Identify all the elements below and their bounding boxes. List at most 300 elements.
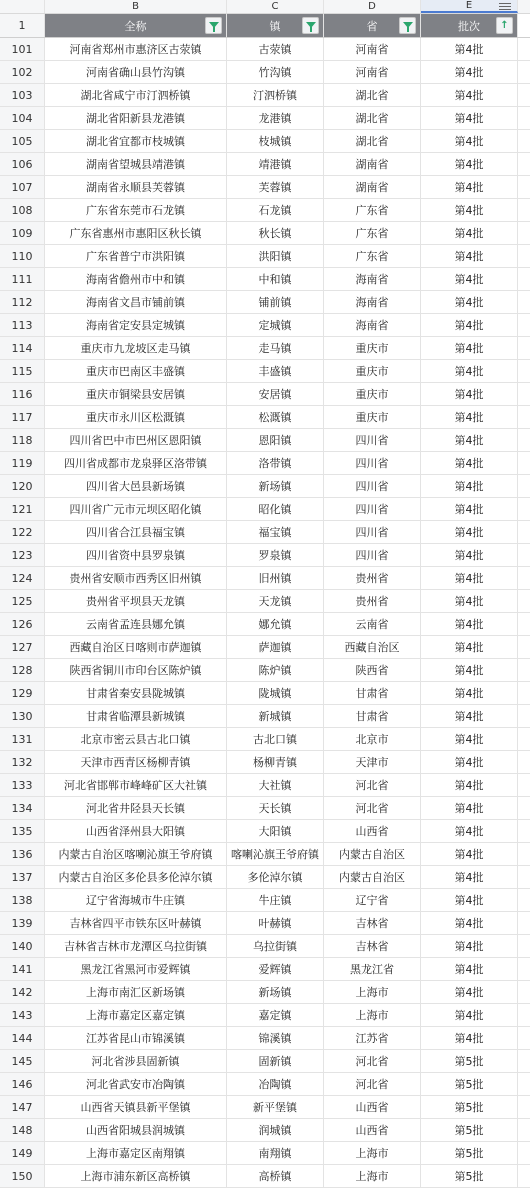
cell-town[interactable]: 丰盛镇 xyxy=(227,360,324,382)
cell-town[interactable]: 靖港镇 xyxy=(227,153,324,175)
cell-batch[interactable]: 第4批 xyxy=(421,153,518,175)
row-number[interactable]: 113 xyxy=(0,314,45,336)
row-number[interactable]: 121 xyxy=(0,498,45,520)
cell-full-name[interactable]: 上海市南汇区新场镇 xyxy=(45,981,227,1003)
cell-batch[interactable]: 第4批 xyxy=(421,498,518,520)
cell-province[interactable]: 重庆市 xyxy=(324,406,421,428)
table-row[interactable] xyxy=(0,1096,530,1119)
cell-batch[interactable]: 第4批 xyxy=(421,1027,518,1049)
cell-province[interactable]: 贵州省 xyxy=(324,590,421,612)
cell-batch[interactable]: 第4批 xyxy=(421,935,518,957)
cell-town[interactable]: 锦溪镇 xyxy=(227,1027,324,1049)
cell-province[interactable]: 内蒙古自治区 xyxy=(324,843,421,865)
cell-province[interactable]: 四川省 xyxy=(324,452,421,474)
cell-town[interactable]: 多伦淖尔镇 xyxy=(227,866,324,888)
cell-province[interactable]: 上海市 xyxy=(324,1165,421,1187)
cell-province[interactable]: 上海市 xyxy=(324,981,421,1003)
cell-town[interactable]: 洛带镇 xyxy=(227,452,324,474)
cell-batch[interactable]: 第4批 xyxy=(421,843,518,865)
row-number[interactable]: 101 xyxy=(0,38,45,60)
cell-full-name[interactable]: 甘肃省临潭县新城镇 xyxy=(45,705,227,727)
row-number[interactable]: 109 xyxy=(0,222,45,244)
table-row[interactable] xyxy=(0,1027,530,1050)
cell-full-name[interactable]: 甘肃省秦安县陇城镇 xyxy=(45,682,227,704)
cell-province[interactable]: 河北省 xyxy=(324,774,421,796)
cell-batch[interactable]: 第4批 xyxy=(421,61,518,83)
cell-province[interactable]: 北京市 xyxy=(324,728,421,750)
table-row[interactable] xyxy=(0,130,530,153)
cell-batch[interactable]: 第4批 xyxy=(421,314,518,336)
cell-town[interactable]: 铺前镇 xyxy=(227,291,324,313)
cell-batch[interactable]: 第4批 xyxy=(421,774,518,796)
row-number[interactable]: 110 xyxy=(0,245,45,267)
cell-town[interactable]: 大阳镇 xyxy=(227,820,324,842)
cell-full-name[interactable]: 西藏自治区日喀则市萨迦镇 xyxy=(45,636,227,658)
table-row[interactable] xyxy=(0,820,530,843)
row-number[interactable]: 132 xyxy=(0,751,45,773)
cell-town[interactable]: 天长镇 xyxy=(227,797,324,819)
table-row[interactable] xyxy=(0,705,530,728)
row-number[interactable]: 107 xyxy=(0,176,45,198)
table-row[interactable] xyxy=(0,797,530,820)
cell-batch[interactable]: 第4批 xyxy=(421,820,518,842)
cell-town[interactable]: 乌拉街镇 xyxy=(227,935,324,957)
row-number[interactable]: 102 xyxy=(0,61,45,83)
table-row[interactable] xyxy=(0,682,530,705)
cell-town[interactable]: 芙蓉镇 xyxy=(227,176,324,198)
cell-full-name[interactable]: 河北省邯郸市峰峰矿区大社镇 xyxy=(45,774,227,796)
table-row[interactable] xyxy=(0,935,530,958)
row-number[interactable]: 114 xyxy=(0,337,45,359)
cell-batch[interactable]: 第4批 xyxy=(421,958,518,980)
cell-province[interactable]: 四川省 xyxy=(324,521,421,543)
cell-batch[interactable]: 第4批 xyxy=(421,406,518,428)
cell-province[interactable]: 内蒙古自治区 xyxy=(324,866,421,888)
cell-town[interactable]: 福宝镇 xyxy=(227,521,324,543)
table-row[interactable] xyxy=(0,613,530,636)
cell-province[interactable]: 贵州省 xyxy=(324,567,421,589)
cell-town[interactable]: 洪阳镇 xyxy=(227,245,324,267)
cell-batch[interactable]: 第4批 xyxy=(421,429,518,451)
cell-full-name[interactable]: 辽宁省海城市牛庄镇 xyxy=(45,889,227,911)
cell-batch[interactable]: 第4批 xyxy=(421,567,518,589)
row-number[interactable]: 145 xyxy=(0,1050,45,1072)
row-number[interactable]: 140 xyxy=(0,935,45,957)
row-number[interactable]: 131 xyxy=(0,728,45,750)
row-number[interactable]: 143 xyxy=(0,1004,45,1026)
cell-batch[interactable]: 第4批 xyxy=(421,475,518,497)
cell-province[interactable]: 海南省 xyxy=(324,314,421,336)
cell-town[interactable]: 安居镇 xyxy=(227,383,324,405)
row-number[interactable]: 138 xyxy=(0,889,45,911)
cell-full-name[interactable]: 吉林省四平市铁东区叶赫镇 xyxy=(45,912,227,934)
row-number[interactable]: 119 xyxy=(0,452,45,474)
cell-full-name[interactable]: 河南省郑州市惠济区古荥镇 xyxy=(45,38,227,60)
table-row[interactable] xyxy=(0,452,530,475)
cell-batch[interactable]: 第5批 xyxy=(421,1119,518,1141)
table-row[interactable] xyxy=(0,958,530,981)
header-province[interactable] xyxy=(324,14,421,37)
row-number[interactable]: 133 xyxy=(0,774,45,796)
cell-full-name[interactable]: 四川省成都市龙泉驿区洛带镇 xyxy=(45,452,227,474)
row-number[interactable]: 122 xyxy=(0,521,45,543)
cell-full-name[interactable]: 重庆市铜梁县安居镇 xyxy=(45,383,227,405)
cell-batch[interactable]: 第5批 xyxy=(421,1096,518,1118)
cell-full-name[interactable]: 山西省阳城县润城镇 xyxy=(45,1119,227,1141)
cell-town[interactable]: 新平堡镇 xyxy=(227,1096,324,1118)
cell-province[interactable]: 上海市 xyxy=(324,1004,421,1026)
row-number[interactable]: 147 xyxy=(0,1096,45,1118)
cell-full-name[interactable]: 吉林省吉林市龙潭区乌拉街镇 xyxy=(45,935,227,957)
cell-province[interactable]: 西藏自治区 xyxy=(324,636,421,658)
cell-full-name[interactable]: 湖北省咸宁市汀泗桥镇 xyxy=(45,84,227,106)
funnel-icon[interactable] xyxy=(302,17,319,34)
cell-town[interactable]: 石龙镇 xyxy=(227,199,324,221)
table-row[interactable] xyxy=(0,498,530,521)
cell-town[interactable]: 嘉定镇 xyxy=(227,1004,324,1026)
cell-batch[interactable]: 第4批 xyxy=(421,383,518,405)
cell-batch[interactable]: 第4批 xyxy=(421,797,518,819)
cell-town[interactable]: 定城镇 xyxy=(227,314,324,336)
cell-batch[interactable]: 第4批 xyxy=(421,866,518,888)
cell-full-name[interactable]: 广东省普宁市洪阳镇 xyxy=(45,245,227,267)
cell-full-name[interactable]: 四川省资中县罗泉镇 xyxy=(45,544,227,566)
table-row[interactable] xyxy=(0,268,530,291)
cell-province[interactable]: 湖北省 xyxy=(324,107,421,129)
cell-full-name[interactable]: 上海市嘉定区嘉定镇 xyxy=(45,1004,227,1026)
cell-province[interactable]: 四川省 xyxy=(324,498,421,520)
cell-province[interactable]: 海南省 xyxy=(324,268,421,290)
table-row[interactable] xyxy=(0,291,530,314)
table-row[interactable] xyxy=(0,1165,530,1188)
cell-full-name[interactable]: 重庆市巴南区丰盛镇 xyxy=(45,360,227,382)
cell-province[interactable]: 广东省 xyxy=(324,199,421,221)
menu-icon[interactable] xyxy=(499,1,511,12)
row-number[interactable]: 123 xyxy=(0,544,45,566)
column-header-c[interactable]: C xyxy=(227,0,324,13)
cell-town[interactable]: 古北口镇 xyxy=(227,728,324,750)
table-row[interactable] xyxy=(0,728,530,751)
cell-full-name[interactable]: 北京市密云县古北口镇 xyxy=(45,728,227,750)
cell-batch[interactable]: 第5批 xyxy=(421,1142,518,1164)
cell-full-name[interactable]: 海南省定安县定城镇 xyxy=(45,314,227,336)
table-row[interactable] xyxy=(0,383,530,406)
cell-town[interactable]: 新城镇 xyxy=(227,705,324,727)
cell-town[interactable]: 娜允镇 xyxy=(227,613,324,635)
cell-batch[interactable]: 第4批 xyxy=(421,222,518,244)
table-row[interactable] xyxy=(0,590,530,613)
cell-town[interactable]: 昭化镇 xyxy=(227,498,324,520)
cell-batch[interactable]: 第4批 xyxy=(421,590,518,612)
row-number[interactable]: 141 xyxy=(0,958,45,980)
cell-batch[interactable]: 第4批 xyxy=(421,130,518,152)
cell-town[interactable]: 陈炉镇 xyxy=(227,659,324,681)
funnel-icon[interactable] xyxy=(205,17,222,34)
cell-town[interactable]: 大社镇 xyxy=(227,774,324,796)
cell-full-name[interactable]: 内蒙古自治区喀喇沁旗王爷府镇 xyxy=(45,843,227,865)
cell-full-name[interactable]: 山西省泽州县大阳镇 xyxy=(45,820,227,842)
cell-province[interactable]: 四川省 xyxy=(324,429,421,451)
row-number[interactable]: 125 xyxy=(0,590,45,612)
cell-full-name[interactable]: 湖北省阳新县龙港镇 xyxy=(45,107,227,129)
cell-batch[interactable]: 第4批 xyxy=(421,613,518,635)
cell-province[interactable]: 湖北省 xyxy=(324,84,421,106)
row-number[interactable]: 146 xyxy=(0,1073,45,1095)
cell-full-name[interactable]: 四川省巴中市巴州区恩阳镇 xyxy=(45,429,227,451)
table-row[interactable] xyxy=(0,84,530,107)
cell-province[interactable]: 重庆市 xyxy=(324,360,421,382)
row-number[interactable]: 106 xyxy=(0,153,45,175)
cell-full-name[interactable]: 海南省文昌市铺前镇 xyxy=(45,291,227,313)
cell-province[interactable]: 陕西省 xyxy=(324,659,421,681)
header-full-name[interactable] xyxy=(45,14,227,37)
cell-town[interactable]: 喀喇沁旗王爷府镇 xyxy=(227,843,324,865)
cell-town[interactable]: 枝城镇 xyxy=(227,130,324,152)
table-row[interactable] xyxy=(0,199,530,222)
row-number[interactable]: 148 xyxy=(0,1119,45,1141)
cell-town[interactable]: 牛庄镇 xyxy=(227,889,324,911)
row-number[interactable]: 124 xyxy=(0,567,45,589)
cell-batch[interactable]: 第4批 xyxy=(421,337,518,359)
cell-full-name[interactable]: 贵州省安顺市西秀区旧州镇 xyxy=(45,567,227,589)
table-row[interactable] xyxy=(0,1142,530,1165)
cell-full-name[interactable]: 四川省合江县福宝镇 xyxy=(45,521,227,543)
cell-province[interactable]: 吉林省 xyxy=(324,912,421,934)
cell-batch[interactable]: 第4批 xyxy=(421,360,518,382)
cell-batch[interactable]: 第4批 xyxy=(421,38,518,60)
row-number[interactable]: 127 xyxy=(0,636,45,658)
table-row[interactable] xyxy=(0,866,530,889)
cell-batch[interactable]: 第4批 xyxy=(421,268,518,290)
cell-town[interactable]: 罗泉镇 xyxy=(227,544,324,566)
cell-full-name[interactable]: 河北省武安市冶陶镇 xyxy=(45,1073,227,1095)
cell-full-name[interactable]: 河北省井陉县天长镇 xyxy=(45,797,227,819)
cell-province[interactable]: 山西省 xyxy=(324,1096,421,1118)
row-number[interactable]: 139 xyxy=(0,912,45,934)
table-row[interactable] xyxy=(0,360,530,383)
table-row[interactable] xyxy=(0,636,530,659)
sort-ascending-icon[interactable]: ↑ xyxy=(496,17,513,34)
cell-batch[interactable]: 第4批 xyxy=(421,107,518,129)
cell-province[interactable]: 四川省 xyxy=(324,475,421,497)
cell-province[interactable]: 广东省 xyxy=(324,245,421,267)
cell-town[interactable]: 竹沟镇 xyxy=(227,61,324,83)
cell-town[interactable]: 新场镇 xyxy=(227,475,324,497)
cell-town[interactable]: 叶赫镇 xyxy=(227,912,324,934)
header-town[interactable] xyxy=(227,14,324,37)
table-row[interactable] xyxy=(0,61,530,84)
cell-town[interactable]: 南翔镇 xyxy=(227,1142,324,1164)
cell-batch[interactable]: 第5批 xyxy=(421,1050,518,1072)
cell-province[interactable]: 湖南省 xyxy=(324,176,421,198)
cell-full-name[interactable]: 江苏省昆山市锦溪镇 xyxy=(45,1027,227,1049)
cell-full-name[interactable]: 重庆市九龙坡区走马镇 xyxy=(45,337,227,359)
table-row[interactable] xyxy=(0,245,530,268)
table-row[interactable] xyxy=(0,521,530,544)
cell-province[interactable]: 甘肃省 xyxy=(324,705,421,727)
cell-full-name[interactable]: 重庆市永川区松溉镇 xyxy=(45,406,227,428)
row-number[interactable]: 105 xyxy=(0,130,45,152)
cell-town[interactable]: 高桥镇 xyxy=(227,1165,324,1187)
table-row[interactable] xyxy=(0,567,530,590)
cell-province[interactable]: 天津市 xyxy=(324,751,421,773)
cell-batch[interactable]: 第4批 xyxy=(421,521,518,543)
column-header-b[interactable]: B xyxy=(45,0,227,13)
cell-batch[interactable]: 第5批 xyxy=(421,1165,518,1187)
table-row[interactable] xyxy=(0,774,530,797)
funnel-icon[interactable] xyxy=(399,17,416,34)
cell-province[interactable]: 甘肃省 xyxy=(324,682,421,704)
cell-town[interactable]: 新场镇 xyxy=(227,981,324,1003)
row-number[interactable]: 111 xyxy=(0,268,45,290)
cell-batch[interactable]: 第4批 xyxy=(421,291,518,313)
row-number[interactable]: 118 xyxy=(0,429,45,451)
cell-province[interactable]: 湖北省 xyxy=(324,130,421,152)
cell-batch[interactable]: 第4批 xyxy=(421,889,518,911)
cell-batch[interactable]: 第4批 xyxy=(421,544,518,566)
cell-full-name[interactable]: 云南省孟连县娜允镇 xyxy=(45,613,227,635)
cell-province[interactable]: 山西省 xyxy=(324,820,421,842)
cell-town[interactable]: 爱辉镇 xyxy=(227,958,324,980)
row-number[interactable]: 130 xyxy=(0,705,45,727)
row-number[interactable]: 136 xyxy=(0,843,45,865)
row-number[interactable]: 103 xyxy=(0,84,45,106)
cell-full-name[interactable]: 陕西省铜川市印台区陈炉镇 xyxy=(45,659,227,681)
cell-town[interactable]: 旧州镇 xyxy=(227,567,324,589)
cell-town[interactable]: 龙港镇 xyxy=(227,107,324,129)
cell-town[interactable]: 冶陶镇 xyxy=(227,1073,324,1095)
cell-batch[interactable]: 第4批 xyxy=(421,751,518,773)
cell-full-name[interactable]: 四川省广元市元坝区昭化镇 xyxy=(45,498,227,520)
cell-full-name[interactable]: 内蒙古自治区多伦县多伦淖尔镇 xyxy=(45,866,227,888)
table-row[interactable] xyxy=(0,659,530,682)
table-row[interactable] xyxy=(0,751,530,774)
cell-full-name[interactable]: 上海市嘉定区南翔镇 xyxy=(45,1142,227,1164)
cell-province[interactable]: 河南省 xyxy=(324,38,421,60)
cell-full-name[interactable]: 四川省大邑县新场镇 xyxy=(45,475,227,497)
row-number[interactable]: 129 xyxy=(0,682,45,704)
row-number[interactable]: 150 xyxy=(0,1165,45,1187)
row-number[interactable]: 142 xyxy=(0,981,45,1003)
cell-full-name[interactable]: 广东省东莞市石龙镇 xyxy=(45,199,227,221)
cell-batch[interactable]: 第4批 xyxy=(421,728,518,750)
table-row[interactable] xyxy=(0,981,530,1004)
cell-province[interactable]: 河北省 xyxy=(324,797,421,819)
row-number[interactable]: 115 xyxy=(0,360,45,382)
row-number[interactable]: 120 xyxy=(0,475,45,497)
row-number[interactable]: 135 xyxy=(0,820,45,842)
table-row[interactable] xyxy=(0,544,530,567)
cell-batch[interactable]: 第5批 xyxy=(421,1073,518,1095)
cell-province[interactable]: 上海市 xyxy=(324,1142,421,1164)
table-row[interactable] xyxy=(0,107,530,130)
column-header-d[interactable]: D xyxy=(324,0,421,13)
cell-full-name[interactable]: 广东省惠州市惠阳区秋长镇 xyxy=(45,222,227,244)
cell-town[interactable]: 固新镇 xyxy=(227,1050,324,1072)
cell-town[interactable]: 中和镇 xyxy=(227,268,324,290)
cell-batch[interactable]: 第4批 xyxy=(421,682,518,704)
cell-town[interactable]: 天龙镇 xyxy=(227,590,324,612)
cell-province[interactable]: 山西省 xyxy=(324,1119,421,1141)
cell-province[interactable]: 河南省 xyxy=(324,61,421,83)
table-row[interactable] xyxy=(0,843,530,866)
cell-province[interactable]: 河北省 xyxy=(324,1050,421,1072)
cell-town[interactable]: 汀泗桥镇 xyxy=(227,84,324,106)
cell-province[interactable]: 吉林省 xyxy=(324,935,421,957)
cell-batch[interactable]: 第4批 xyxy=(421,981,518,1003)
cell-province[interactable]: 辽宁省 xyxy=(324,889,421,911)
cell-batch[interactable]: 第4批 xyxy=(421,659,518,681)
cell-full-name[interactable]: 河北省涉县固新镇 xyxy=(45,1050,227,1072)
row-number[interactable]: 112 xyxy=(0,291,45,313)
cell-batch[interactable]: 第4批 xyxy=(421,176,518,198)
cell-town[interactable]: 杨柳青镇 xyxy=(227,751,324,773)
table-row[interactable] xyxy=(0,153,530,176)
cell-town[interactable]: 恩阳镇 xyxy=(227,429,324,451)
cell-town[interactable]: 萨迦镇 xyxy=(227,636,324,658)
cell-batch[interactable]: 第4批 xyxy=(421,636,518,658)
table-row[interactable] xyxy=(0,406,530,429)
table-row[interactable] xyxy=(0,429,530,452)
row-number[interactable]: 108 xyxy=(0,199,45,221)
table-row[interactable] xyxy=(0,1050,530,1073)
column-header-e[interactable] xyxy=(421,0,518,13)
cell-batch[interactable]: 第4批 xyxy=(421,199,518,221)
table-row[interactable] xyxy=(0,38,530,61)
cell-full-name[interactable]: 上海市浦东新区高桥镇 xyxy=(45,1165,227,1187)
cell-batch[interactable]: 第4批 xyxy=(421,912,518,934)
row-number[interactable]: 104 xyxy=(0,107,45,129)
cell-province[interactable]: 重庆市 xyxy=(324,337,421,359)
cell-province[interactable]: 重庆市 xyxy=(324,383,421,405)
cell-full-name[interactable]: 湖南省望城县靖港镇 xyxy=(45,153,227,175)
cell-batch[interactable]: 第4批 xyxy=(421,84,518,106)
cell-full-name[interactable]: 湖南省永顺县芙蓉镇 xyxy=(45,176,227,198)
cell-province[interactable]: 江苏省 xyxy=(324,1027,421,1049)
cell-full-name[interactable]: 山西省天镇县新平堡镇 xyxy=(45,1096,227,1118)
cell-province[interactable]: 湖南省 xyxy=(324,153,421,175)
row-number[interactable]: 117 xyxy=(0,406,45,428)
table-row[interactable] xyxy=(0,176,530,199)
row-number[interactable]: 134 xyxy=(0,797,45,819)
cell-province[interactable]: 四川省 xyxy=(324,544,421,566)
header-batch[interactable] xyxy=(421,14,518,37)
select-all-corner[interactable] xyxy=(0,0,45,13)
cell-full-name[interactable]: 海南省儋州市中和镇 xyxy=(45,268,227,290)
cell-province[interactable]: 河北省 xyxy=(324,1073,421,1095)
cell-province[interactable]: 海南省 xyxy=(324,291,421,313)
table-row[interactable] xyxy=(0,1073,530,1096)
row-number[interactable]: 128 xyxy=(0,659,45,681)
table-row[interactable] xyxy=(0,912,530,935)
row-number[interactable]: 116 xyxy=(0,383,45,405)
cell-province[interactable]: 广东省 xyxy=(324,222,421,244)
table-row[interactable] xyxy=(0,475,530,498)
cell-full-name[interactable]: 河南省确山县竹沟镇 xyxy=(45,61,227,83)
cell-full-name[interactable]: 天津市西青区杨柳青镇 xyxy=(45,751,227,773)
cell-town[interactable]: 松溉镇 xyxy=(227,406,324,428)
table-row[interactable] xyxy=(0,1004,530,1027)
cell-full-name[interactable]: 湖北省宜都市枝城镇 xyxy=(45,130,227,152)
row-number[interactable]: 144 xyxy=(0,1027,45,1049)
cell-full-name[interactable]: 黑龙江省黑河市爱辉镇 xyxy=(45,958,227,980)
table-row[interactable] xyxy=(0,337,530,360)
row-number[interactable]: 149 xyxy=(0,1142,45,1164)
cell-town[interactable]: 走马镇 xyxy=(227,337,324,359)
cell-province[interactable]: 黑龙江省 xyxy=(324,958,421,980)
cell-batch[interactable]: 第4批 xyxy=(421,705,518,727)
table-row[interactable] xyxy=(0,314,530,337)
